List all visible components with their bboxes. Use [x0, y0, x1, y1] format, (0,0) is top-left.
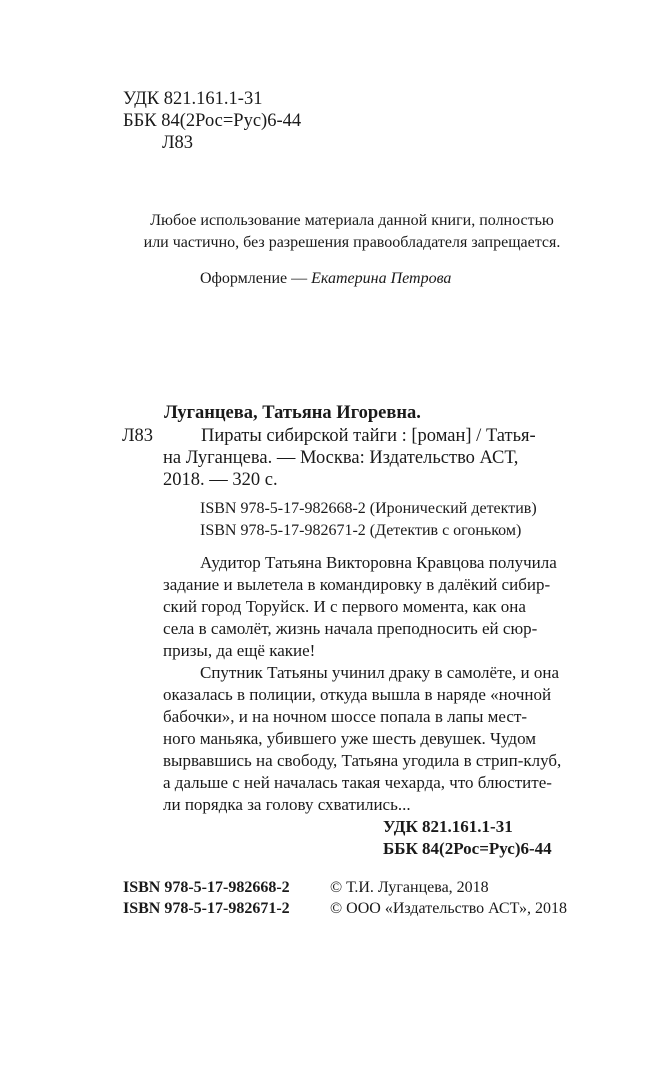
author-mark-top: Л83	[162, 133, 194, 153]
annotation-line: а дальше с ней началась такая чехарда, что блюстите-	[163, 773, 552, 792]
annotation-line: вырвавшись на свободу, Татьяна угодила в стрип-клуб,	[163, 751, 562, 770]
bib-isbn: ISBN 978-5-17-982671-2 (Детектив с огоньком)	[200, 522, 522, 539]
annotation-line: ли порядка за голову схватились...	[163, 795, 411, 814]
footer-isbn-1: ISBN 978-5-17-982668-2	[123, 879, 290, 896]
bbk-code-bottom: ББК 84(2Рос=Рус)6-44	[383, 839, 552, 858]
annotation-line: Спутник Татьяны учинил драку в самолёте, и она	[200, 663, 560, 682]
udk-code-top: УДК 821.161.1-31	[123, 89, 263, 109]
copyright-notice-line-2: или частично, без разрешения правообладателя запрещается.	[143, 234, 561, 251]
bib-line: на Луганцева. — Москва: Издательство АСТ,	[163, 448, 519, 468]
annotation-line: ного маньяка, убившего уже шесть девушек. Чудом	[163, 729, 537, 748]
footer-isbn-2: ISBN 978-5-17-982671-2	[123, 900, 290, 917]
bib-line: Пираты сибирской тайги : [роман] / Татья-	[201, 426, 536, 446]
annotation-line: Аудитор Татьяна Викторовна Кравцова получила	[200, 553, 557, 572]
author-mark-bib: Л83	[122, 426, 154, 446]
annotation-line: призы, да ещё какие!	[163, 641, 316, 660]
copyright-notice-line-1: Любое использование материала данной книги, полностью	[150, 212, 554, 229]
design-credit-label: Оформление —	[200, 270, 312, 287]
footer-copyright-1: © Т.И. Луганцева, 2018	[330, 879, 489, 896]
annotation-line: задание и вылетела в командировку в далёкий сибир-	[163, 575, 551, 594]
design-credit	[200, 268, 451, 290]
design-credit-name: Екатерина Петрова	[311, 270, 452, 287]
udk-code-bottom: УДК 821.161.1-31	[383, 817, 513, 836]
bib-isbn: ISBN 978-5-17-982668-2 (Иронический детектив)	[200, 500, 537, 517]
author-heading: Луганцева, Татьяна Игоревна.	[164, 403, 421, 423]
bib-line: 2018. — 320 с.	[163, 470, 278, 490]
annotation-line: оказалась в полиции, откуда вышла в наряде «ночной	[163, 685, 552, 704]
footer-copyright-2: © ООО «Издательство АСТ», 2018	[330, 900, 567, 917]
annotation-line: села в самолёт, жизнь начала преподносить ей сюр-	[163, 619, 538, 638]
annotation-line: бабочки», и на ночном шоссе попала в лапы мест-	[163, 707, 528, 726]
annotation-line: ский город Торуйск. И с первого момента, как она	[163, 597, 526, 616]
bbk-code-top: ББК 84(2Рос=Рус)6-44	[123, 111, 302, 131]
